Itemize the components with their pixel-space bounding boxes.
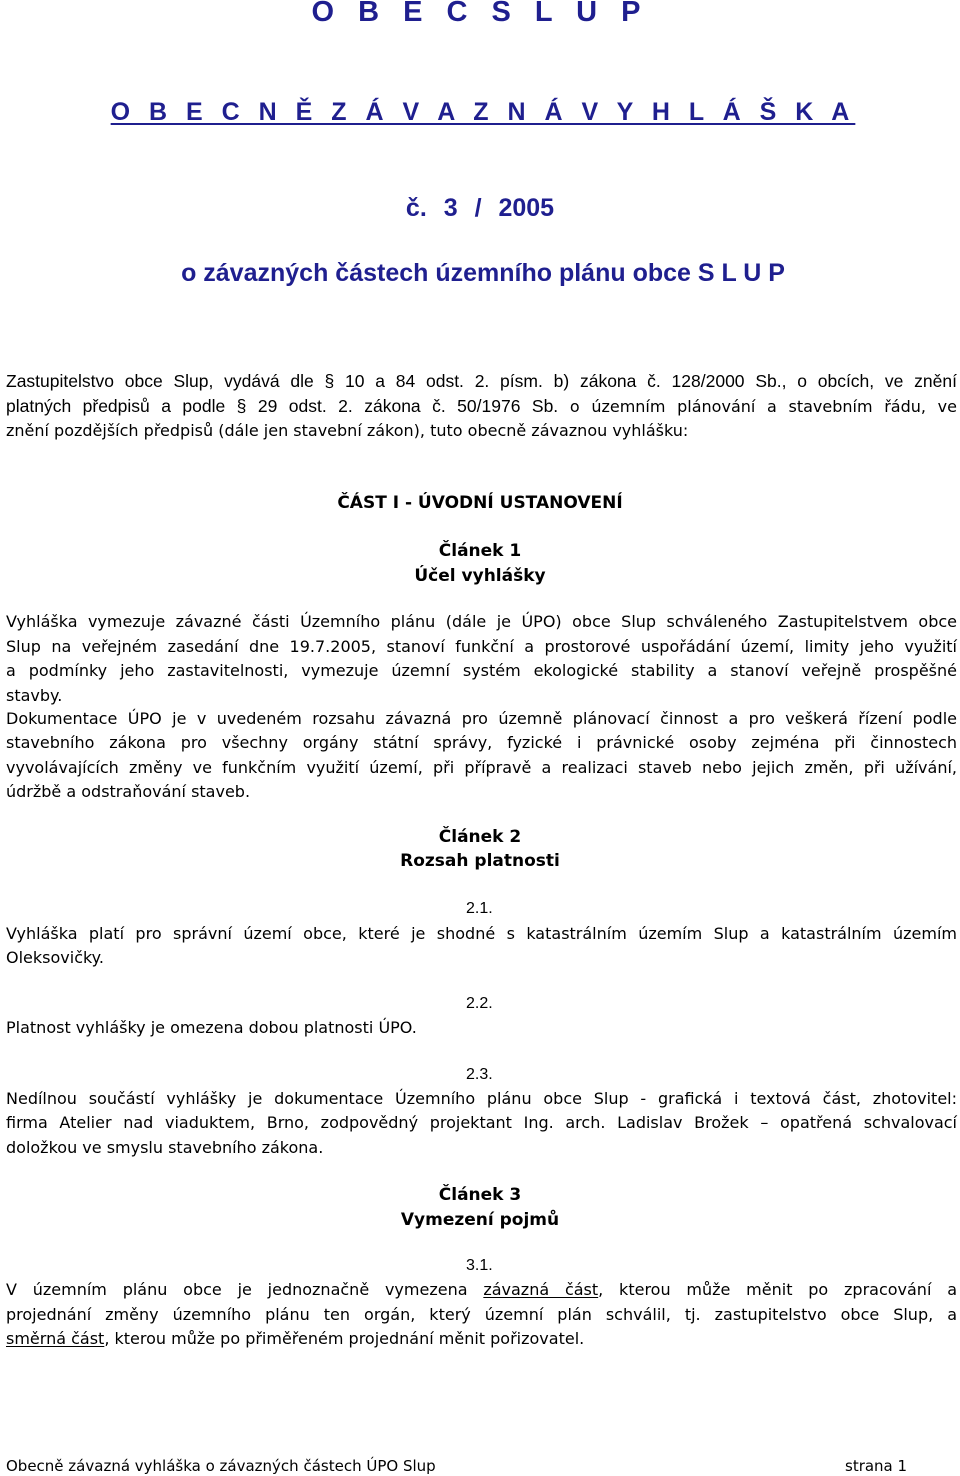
article-1-number: Článek 1: [438, 541, 522, 561]
section-3-1-text: V územním plánu obce je jednoznačně vymezena: [6, 1280, 484, 1299]
municipality-title: O B E C S L U P: [311, 0, 649, 28]
preamble-line-2-part-2: o územním plánování a stavebním řádu, ve: [558, 397, 957, 416]
article-1-paragraph-1-line: a podmínky jeho zastavitelnosti, vymezuje územní systém ekologické stability a stanoví veřejně prospěšné: [6, 661, 957, 680]
article-1-paragraph-2-line: Dokumentace ÚPO je v uvedeném rozsahu závazná pro územně plánovací činnost a pro veškerá řízení podle: [6, 709, 957, 728]
section-3-1-text: , kterou může po přiměřeném projednání měnit pořizovatel.: [104, 1329, 585, 1348]
article-3-title: Vymezení pojmů: [400, 1210, 560, 1230]
section-3-1-text: , kterou může měnit po zpracování a: [598, 1280, 958, 1299]
section-3-1-number: 3.1.: [466, 1257, 493, 1274]
section-2-1-number: 2.1.: [466, 900, 493, 917]
article-1-paragraph-2-line: vyvolávajících změny ve funkčním využití území, při přípravě a realizaci staveb nebo jejich změn, při užívání,: [6, 758, 957, 777]
article-1-paragraph-1-line: Vyhláška vymezuje závazné části Územního plánu (dále je ÚPO) obce Slup schváleného Zastupitelstvem obce: [6, 612, 957, 631]
section-2-2-text: Platnost vyhlášky je omezena dobou platnosti ÚPO.: [6, 1018, 417, 1037]
section-3-1-line-1: [6, 1280, 957, 1299]
document-subject: o závazných částech územního plánu obce S L U P: [181, 259, 785, 287]
article-1-paragraph-1-line: Slup na veřejném zasedání dne 19.7.2005, stanoví funkční a prostorové uspořádání území, limity jeho využití: [6, 637, 957, 656]
article-2-title: Rozsah platnosti: [400, 851, 560, 871]
section-3-1-line-3: [6, 1329, 584, 1348]
article-3-number: Článek 3: [438, 1185, 522, 1205]
preamble-line-2: [6, 396, 957, 417]
article-1-paragraph-1-line: stavby.: [6, 686, 63, 705]
preamble-line-1: Zastupitelstvo obce Slup, vydává dle § 10 a 84 odst. 2. písm. b) zákona č. 128/2000 Sb., o obcích, ve znění: [6, 371, 957, 391]
section-2-3-number: 2.3.: [466, 1066, 493, 1083]
document-number: č. 3 / 2005: [405, 194, 555, 222]
guideline-part-term: směrná část: [6, 1329, 105, 1348]
section-2-1-line: Vyhláška platí pro správní území obce, které je shodné s katastrálním územím Slup a katastrálním územím: [6, 924, 957, 943]
footer-document-title: Obecně závazná vyhláška o závazných částech ÚPO Slup: [6, 1457, 436, 1475]
section-2-3-line: firma Atelier nad viaduktem, Brno, zodpovědný projektant Ing. arch. Ladislav Brožek – opatřená schvalovací: [6, 1113, 957, 1132]
preamble-line-3: znění pozdějších předpisů (dále jen stavební zákon), tuto obecně závaznou vyhlášku:: [6, 421, 689, 440]
section-2-3-line: doložkou ve smyslu stavebního zákona.: [6, 1138, 324, 1157]
footer-page-number: strana 1: [845, 1457, 908, 1475]
document-type-title: O B E C N Ě Z Á V A Z N Á V Y H L Á Š K A: [110, 98, 856, 126]
article-1-title: Účel vyhlášky: [414, 566, 546, 586]
article-2-number: Článek 2: [438, 827, 522, 847]
section-3-1-line-2: projednání změny územního plánu ten orgán, který územní plán schválil, tj. zastupitelstvo obce Slup, a: [6, 1305, 957, 1324]
section-2-3-line: Nedílnou součástí vyhlášky je dokumentace Územního plánu obce Slup - grafická i textová část, zhotovitel:: [6, 1089, 957, 1108]
part-1-title: ČÁST I - ÚVODNÍ USTANOVENÍ: [337, 493, 623, 513]
preamble-line-2-part-1: platných předpisů a podle § 29 odst. 2. zákona č. 50/1976 Sb.: [6, 396, 559, 416]
article-1-paragraph-2-line: stavebního zákona pro všechny orgány státní správy, fyzické i právnické osoby zejména při činnostech: [6, 733, 957, 752]
binding-part-term: závazná část: [483, 1280, 599, 1299]
article-1-paragraph-2-line: údržbě a odstraňování staveb.: [6, 782, 251, 801]
section-2-2-number: 2.2.: [466, 995, 493, 1012]
section-2-1-line: Oleksovičky.: [6, 948, 104, 967]
